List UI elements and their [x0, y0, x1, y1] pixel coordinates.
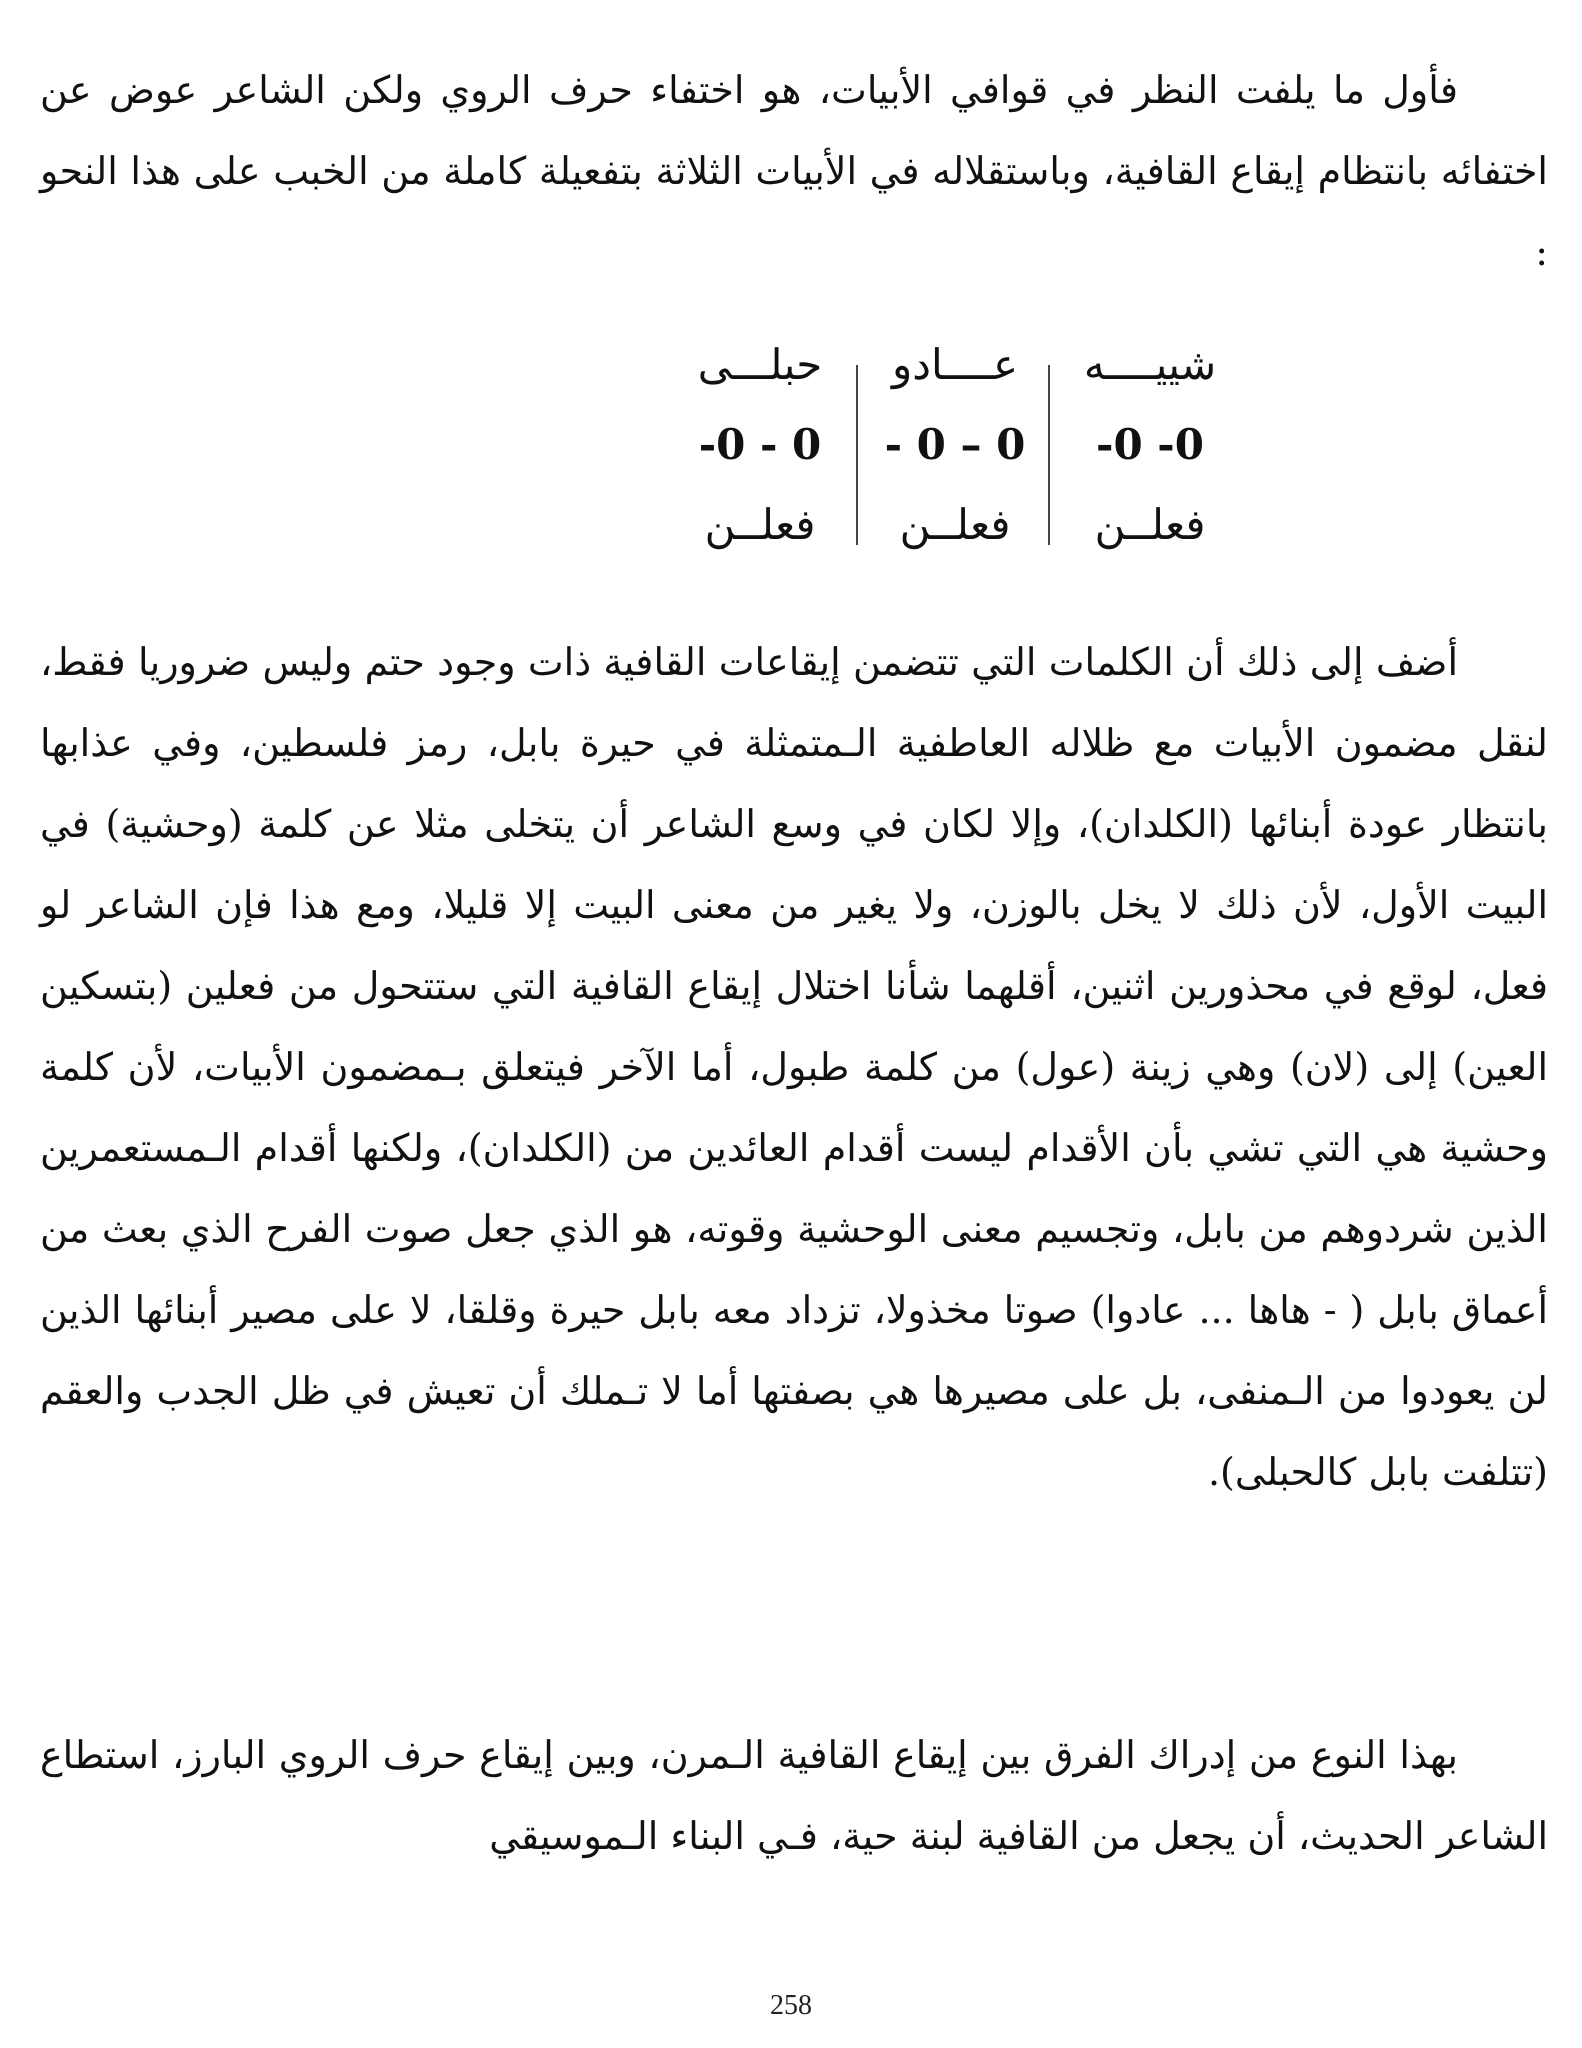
scansion-column-1: [1050, 325, 1250, 565]
paragraph-analysis: أضف إلى ذلك أن الكلمات التي تتضمن إيقاعات القافية ذات وجود حتم وليس ضروريا فقط، لنقل مضمون الأبيات مع ظلاله العاطفية الـمتمثلة في حيرة بابل، رمز فلسطين، وفي عذابها بانتظار عودة أبنائها (الكلدان)، وإلا لكان في وسع الشاعر أن يتخلى مثلا عن كلمة (وحشية) في البيت الأول، لأن ذلك لا يخل بالوزن، ولا يغير من معنى البيت إلا قليلا، ومع هذا فإن الشاعر لو فعل، لوقع في محذورين اثنين، أقلهما شأنا اختلال إيقاع القافية التي ستتحول من فعلين (بتسكين العين) إلى (لان) وهي زينة (عول) من كلمة طبول، أما الآخر فيتعلق بـمضمون الأبيات، لأن كلمة وحشية هي التي تشي بأن الأقدام ليست أقدام العائدين من (الكلدان)، ولكنها أقدام الـمستعمرين الذين شردوهم من بابل، وتجسيم معنى الوحشية وقوته، هو الذي جعل صوت الفرح الذي بعث من أعماق بابل ( - هاها ... عادوا) صوتا مخذولا، تزداد معه بابل حيرة وقلقا، لا على مصير أبنائها الذين لن يعودوا من الـمنفى، بل على مصيرها هي بصفتها أما لا تـملك أن تعيش في ظل الجدب والعقم (تتلفت بابل كالحبلى).: [40, 640, 1549, 1494]
paragraph-conclusion: بهذا النوع من إدراك الفرق بين إيقاع القافية الـمرن، وبين إيقاع حرف الروي البارز، استطاع الشاعر الحديث، أن يجعل من القافية لبنة حية، فـي البناء الـموسيقي: [40, 1733, 1548, 1858]
scansion-column-2: [860, 325, 1050, 565]
scansion-pattern: -0 - 0: [698, 420, 822, 469]
scansion-pattern: - 0 – 0: [884, 420, 1026, 469]
paragraph-intro: فأول ما يلفت النظر في قوافي الأبيات، هو اختفاء حرف الروي ولكن الشاعر عوض عن اختفائه بانتظام إيقاع القافية، وباستقلاله في الأبيات الثلاثة بتفعيلة كاملة من الخبب على هذا النحو :: [40, 68, 1548, 274]
scansion-table: [690, 325, 1290, 575]
scansion-word: عــــادو: [891, 340, 1019, 389]
scansion-foot: فعلــن: [899, 500, 1011, 549]
scansion-column-3: [660, 325, 860, 565]
scansion-word: شييــــه: [1083, 340, 1217, 389]
scansion-foot: فعلــن: [1094, 500, 1206, 549]
scansion-pattern: -0 -0: [1096, 420, 1204, 469]
page-number: 258: [770, 1990, 812, 2021]
scansion-foot: فعلــن: [704, 500, 816, 549]
scansion-word: حبلـــى: [697, 340, 823, 389]
